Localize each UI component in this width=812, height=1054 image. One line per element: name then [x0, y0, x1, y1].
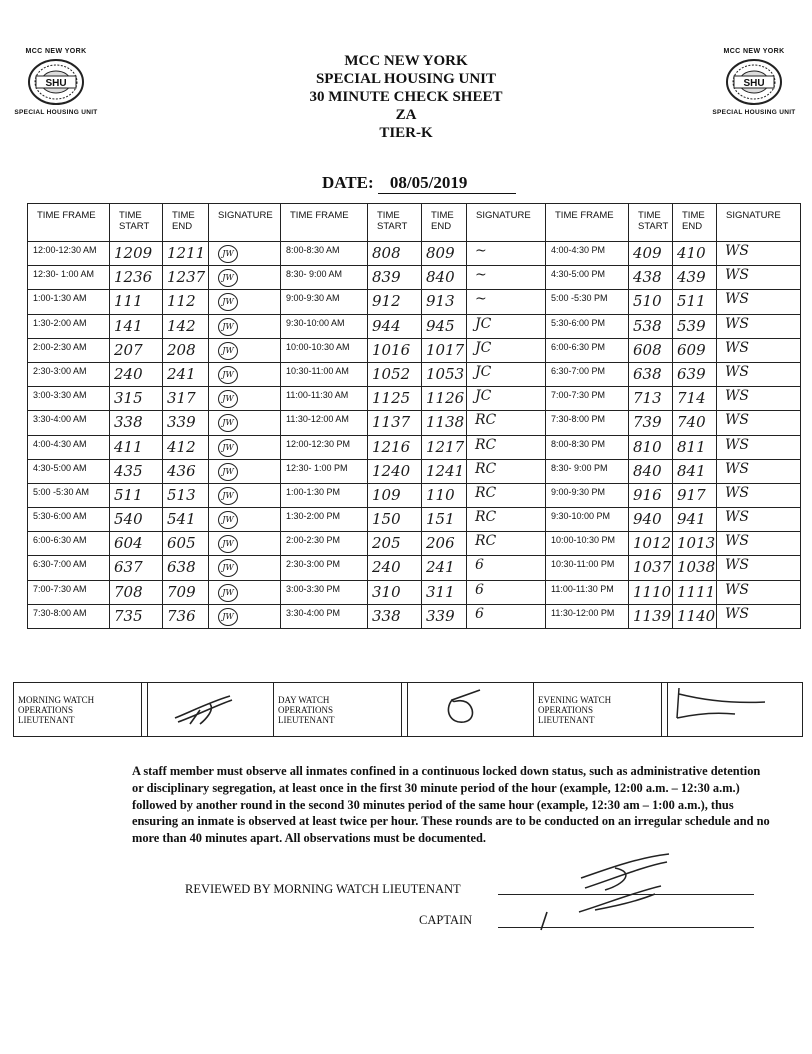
time-start-cell: 540: [110, 508, 163, 532]
time-end-cell: 1126: [422, 387, 467, 411]
column-header: TIME START: [629, 204, 673, 242]
time-start-cell: 111: [110, 290, 163, 314]
time-frame-cell: 12:30- 1:00 AM: [28, 266, 110, 290]
officer-initials: JW: [218, 559, 238, 577]
officer-initials: JW: [218, 293, 238, 311]
morning-lieutenant-signature: [170, 690, 240, 730]
time-end-cell: 740: [673, 411, 717, 435]
time-end-cell: 142: [163, 314, 209, 338]
time-start-cell: 1137: [368, 411, 422, 435]
table-row: [28, 266, 801, 290]
time-start-cell: 205: [368, 532, 422, 556]
column-header: TIME FRAME: [546, 204, 629, 242]
signature-cell: WS: [717, 483, 801, 507]
time-frame-cell: 2:30-3:00 AM: [28, 362, 110, 386]
time-frame-cell: 5:00 -5:30 AM: [28, 483, 110, 507]
time-end-cell: 1038: [673, 556, 717, 580]
logo-bottom-text: SPECIAL HOUSING UNIT: [14, 109, 98, 116]
time-start-cell: 150: [368, 508, 422, 532]
time-frame-cell: 10:30-11:00 PM: [546, 556, 629, 580]
signature-cell: WS: [717, 532, 801, 556]
time-start-cell: 608: [629, 338, 673, 362]
shu-logo-right: [706, 48, 802, 116]
signature-cell: [209, 266, 281, 290]
signature-cell: JC: [467, 314, 546, 338]
time-frame-cell: 4:30-5:00 PM: [546, 266, 629, 290]
time-frame-cell: 9:30-10:00 PM: [546, 508, 629, 532]
table-row: [28, 362, 801, 386]
column-header: TIME START: [110, 204, 163, 242]
signature-cell: [209, 508, 281, 532]
header-sheet-title: 30 MINUTE CHECK SHEET: [309, 89, 503, 105]
time-frame-cell: 4:00-4:30 PM: [546, 242, 629, 266]
time-frame-cell: 3:30-4:00 AM: [28, 411, 110, 435]
time-end-cell: 311: [422, 580, 467, 604]
time-start-cell: 808: [368, 242, 422, 266]
time-start-cell: 315: [110, 387, 163, 411]
time-start-cell: 511: [110, 483, 163, 507]
check-sheet-table: [27, 203, 801, 629]
time-frame-cell: 3:00-3:30 AM: [28, 387, 110, 411]
signature-cell: [209, 435, 281, 459]
time-start-cell: 916: [629, 483, 673, 507]
document-header: [256, 52, 556, 142]
time-start-cell: 638: [629, 362, 673, 386]
time-start-cell: 1110: [629, 580, 673, 604]
time-frame-cell: 4:00-4:30 AM: [28, 435, 110, 459]
signature-cell: JC: [467, 387, 546, 411]
time-frame-cell: 11:30-12:00 AM: [281, 411, 368, 435]
signature-cell: WS: [717, 362, 801, 386]
morning-watch-label: MORNING WATCH OPERATIONS LIEUTENANT: [14, 683, 142, 737]
time-start-cell: 1037: [629, 556, 673, 580]
signature-cell: WS: [717, 459, 801, 483]
time-start-cell: 840: [629, 459, 673, 483]
time-start-cell: 207: [110, 338, 163, 362]
shu-seal-icon: [724, 57, 784, 107]
table-row: [28, 604, 801, 628]
time-start-cell: 604: [110, 532, 163, 556]
time-start-cell: 1052: [368, 362, 422, 386]
time-end-cell: 539: [673, 314, 717, 338]
time-end-cell: 208: [163, 338, 209, 362]
time-frame-cell: 6:30-7:00 PM: [546, 362, 629, 386]
signature-cell: [209, 483, 281, 507]
table-row: [28, 459, 801, 483]
time-end-cell: 412: [163, 435, 209, 459]
time-frame-cell: 9:30-10:00 AM: [281, 314, 368, 338]
signature-cell: WS: [717, 580, 801, 604]
table-row: [28, 290, 801, 314]
time-frame-cell: 10:30-11:00 AM: [281, 362, 368, 386]
signature-cell: ~: [467, 242, 546, 266]
time-end-cell: 1241: [422, 459, 467, 483]
reviewed-by-label: REVIEWED BY MORNING WATCH LIEUTENANT: [185, 882, 461, 896]
time-end-cell: 736: [163, 604, 209, 628]
officer-initials: JW: [218, 487, 238, 505]
signature-cell: JC: [467, 338, 546, 362]
signature-cell: [209, 362, 281, 386]
time-end-cell: 840: [422, 266, 467, 290]
header-range: ZA: [395, 107, 417, 123]
captain-label: CAPTAIN: [419, 913, 473, 927]
header-facility: MCC NEW YORK: [344, 53, 468, 69]
time-end-cell: 714: [673, 387, 717, 411]
time-start-cell: 1012: [629, 532, 673, 556]
signature-cell: WS: [717, 314, 801, 338]
time-start-cell: 438: [629, 266, 673, 290]
column-header: TIME FRAME: [28, 204, 110, 242]
signature-cell: RC: [467, 532, 546, 556]
signature-cell: [209, 387, 281, 411]
time-end-cell: 541: [163, 508, 209, 532]
table-row: [28, 532, 801, 556]
officer-initials: JW: [218, 584, 238, 602]
time-end-cell: 811: [673, 435, 717, 459]
time-start-cell: 713: [629, 387, 673, 411]
time-start-cell: 708: [110, 580, 163, 604]
time-frame-cell: 11:00-11:30 PM: [546, 580, 629, 604]
column-header: TIME END: [163, 204, 209, 242]
time-start-cell: 435: [110, 459, 163, 483]
time-frame-cell: 10:00-10:30 AM: [281, 338, 368, 362]
time-start-cell: 409: [629, 242, 673, 266]
signature-cell: WS: [717, 266, 801, 290]
time-end-cell: 609: [673, 338, 717, 362]
signature-cell: ~: [467, 290, 546, 314]
time-end-cell: 513: [163, 483, 209, 507]
signature-cell: 6: [467, 556, 546, 580]
table-row: [28, 580, 801, 604]
time-end-cell: 917: [673, 483, 717, 507]
signature-cell: WS: [717, 556, 801, 580]
evening-lieutenant-signature: [665, 684, 775, 724]
time-start-cell: 240: [110, 362, 163, 386]
signature-cell: [209, 314, 281, 338]
time-frame-cell: 8:00-8:30 AM: [281, 242, 368, 266]
officer-initials: JW: [218, 439, 238, 457]
day-lieutenant-signature: [440, 686, 490, 728]
time-end-cell: 1237: [163, 266, 209, 290]
time-start-cell: 944: [368, 314, 422, 338]
signature-cell: [209, 242, 281, 266]
column-header: TIME FRAME: [281, 204, 368, 242]
time-start-cell: 310: [368, 580, 422, 604]
captain-initial-mark: [535, 910, 555, 932]
signature-cell: [209, 411, 281, 435]
column-header: SIGNATURE: [467, 204, 546, 242]
time-end-cell: 1211: [163, 242, 209, 266]
time-start-cell: 1016: [368, 338, 422, 362]
table-header-row: [28, 204, 801, 242]
shu-seal-icon: [26, 57, 86, 107]
time-frame-cell: 1:00-1:30 PM: [281, 483, 368, 507]
table-row: [28, 508, 801, 532]
time-frame-cell: 9:00-9:30 AM: [281, 290, 368, 314]
time-frame-cell: 3:00-3:30 PM: [281, 580, 368, 604]
column-header: TIME END: [673, 204, 717, 242]
officer-initials: JW: [218, 342, 238, 360]
signature-cell: WS: [717, 290, 801, 314]
time-start-cell: 1216: [368, 435, 422, 459]
officer-initials: JW: [218, 511, 238, 529]
time-frame-cell: 4:30-5:00 AM: [28, 459, 110, 483]
time-frame-cell: 7:30-8:00 AM: [28, 604, 110, 628]
time-frame-cell: 5:30-6:00 PM: [546, 314, 629, 338]
officer-initials: JW: [218, 414, 238, 432]
time-start-cell: 338: [368, 604, 422, 628]
time-frame-cell: 11:00-11:30 AM: [281, 387, 368, 411]
signature-cell: WS: [717, 411, 801, 435]
time-end-cell: 913: [422, 290, 467, 314]
column-header: SIGNATURE: [209, 204, 281, 242]
column-header: TIME START: [368, 204, 422, 242]
time-end-cell: 809: [422, 242, 467, 266]
officer-initials: JW: [218, 366, 238, 384]
signature-cell: WS: [717, 435, 801, 459]
signature-cell: 6: [467, 604, 546, 628]
time-end-cell: 206: [422, 532, 467, 556]
signature-cell: RC: [467, 483, 546, 507]
time-end-cell: 112: [163, 290, 209, 314]
shu-logo-left: [8, 48, 104, 116]
signature-cell: WS: [717, 508, 801, 532]
time-start-cell: 1240: [368, 459, 422, 483]
time-frame-cell: 7:30-8:00 PM: [546, 411, 629, 435]
captain-signature: [575, 882, 665, 922]
time-end-cell: 339: [163, 411, 209, 435]
signature-cell: WS: [717, 242, 801, 266]
time-frame-cell: 6:00-6:30 PM: [546, 338, 629, 362]
time-start-cell: 538: [629, 314, 673, 338]
time-frame-cell: 12:30- 1:00 PM: [281, 459, 368, 483]
policy-paragraph: A staff member must observe all inmates confined in a continuous locked down status, such as administrative detention or disciplinary segregation, at least once in the first 30 minute period of the hour (example, 12:00 a.m. – 12:30 a.m.) followed by another round in the second 30 minutes period of the same hour (example, 12:30 am – 1:00 a.m.), thus ensuring an inmate is observed at least twice per hour. These rounds are to be conducted on an irregular schedule and no more than 40 minutes apart. All observations must be documented.: [132, 764, 770, 846]
time-start-cell: 912: [368, 290, 422, 314]
logo-badge-text: SHU: [743, 78, 765, 89]
table-row: [28, 435, 801, 459]
time-frame-cell: 8:30- 9:00 AM: [281, 266, 368, 290]
time-frame-cell: 9:00-9:30 PM: [546, 483, 629, 507]
time-frame-cell: 7:00-7:30 AM: [28, 580, 110, 604]
signature-cell: RC: [467, 411, 546, 435]
time-start-cell: 109: [368, 483, 422, 507]
time-start-cell: 739: [629, 411, 673, 435]
date-label: DATE:: [322, 173, 374, 192]
logo-bottom-text: SPECIAL HOUSING UNIT: [712, 109, 796, 116]
time-end-cell: 110: [422, 483, 467, 507]
signature-cell: [209, 580, 281, 604]
date-line: [322, 173, 516, 194]
officer-initials: JW: [218, 245, 238, 263]
time-start-cell: 1209: [110, 242, 163, 266]
time-start-cell: 1236: [110, 266, 163, 290]
time-end-cell: 1017: [422, 338, 467, 362]
time-frame-cell: 8:30- 9:00 PM: [546, 459, 629, 483]
time-start-cell: 338: [110, 411, 163, 435]
column-header: TIME END: [422, 204, 467, 242]
time-end-cell: 241: [163, 362, 209, 386]
header-unit: SPECIAL HOUSING UNIT: [315, 71, 497, 87]
time-end-cell: 317: [163, 387, 209, 411]
table-row: [28, 314, 801, 338]
officer-initials: JW: [218, 318, 238, 336]
time-start-cell: 839: [368, 266, 422, 290]
date-value: 08/05/2019: [378, 173, 516, 194]
time-end-cell: 1140: [673, 604, 717, 628]
time-end-cell: 339: [422, 604, 467, 628]
officer-initials: JW: [218, 463, 238, 481]
day-watch-label: DAY WATCH OPERATIONS LIEUTENANT: [274, 683, 402, 737]
signature-cell: [209, 459, 281, 483]
table-row: [28, 483, 801, 507]
time-frame-cell: 1:30-2:00 AM: [28, 314, 110, 338]
table-row: [28, 338, 801, 362]
time-frame-cell: 2:00-2:30 AM: [28, 338, 110, 362]
time-start-cell: 810: [629, 435, 673, 459]
time-end-cell: 1013: [673, 532, 717, 556]
table-row: [28, 556, 801, 580]
signature-cell: RC: [467, 508, 546, 532]
signature-cell: RC: [467, 459, 546, 483]
time-end-cell: 410: [673, 242, 717, 266]
time-start-cell: 735: [110, 604, 163, 628]
time-frame-cell: 5:30-6:00 AM: [28, 508, 110, 532]
time-frame-cell: 1:00-1:30 AM: [28, 290, 110, 314]
time-end-cell: 1217: [422, 435, 467, 459]
time-frame-cell: 6:00-6:30 AM: [28, 532, 110, 556]
time-start-cell: 141: [110, 314, 163, 338]
time-end-cell: 841: [673, 459, 717, 483]
signature-cell: WS: [717, 338, 801, 362]
time-end-cell: 945: [422, 314, 467, 338]
time-end-cell: 605: [163, 532, 209, 556]
signature-cell: 6: [467, 580, 546, 604]
time-frame-cell: 10:00-10:30 PM: [546, 532, 629, 556]
signature-cell: WS: [717, 604, 801, 628]
time-frame-cell: 6:30-7:00 AM: [28, 556, 110, 580]
time-end-cell: 1053: [422, 362, 467, 386]
logo-top-text: MCC NEW YORK: [25, 48, 87, 55]
table-row: [28, 242, 801, 266]
table-row: [28, 387, 801, 411]
time-frame-cell: 12:00-12:30 PM: [281, 435, 368, 459]
signature-cell: [209, 290, 281, 314]
signature-cell: [209, 556, 281, 580]
time-start-cell: 1139: [629, 604, 673, 628]
time-frame-cell: 12:00-12:30 AM: [28, 242, 110, 266]
logo-badge-text: SHU: [45, 78, 67, 89]
time-frame-cell: 2:00-2:30 PM: [281, 532, 368, 556]
time-frame-cell: 2:30-3:00 PM: [281, 556, 368, 580]
table-row: [28, 411, 801, 435]
time-frame-cell: 8:00-8:30 PM: [546, 435, 629, 459]
logo-top-text: MCC NEW YORK: [723, 48, 785, 55]
officer-initials: JW: [218, 390, 238, 408]
signature-cell: ~: [467, 266, 546, 290]
time-end-cell: 1111: [673, 580, 717, 604]
evening-watch-label: EVENING WATCH OPERATIONS LIEUTENANT: [534, 683, 662, 737]
time-frame-cell: 11:30-12:00 PM: [546, 604, 629, 628]
time-start-cell: 411: [110, 435, 163, 459]
officer-initials: JW: [218, 269, 238, 287]
time-end-cell: 439: [673, 266, 717, 290]
signature-cell: RC: [467, 435, 546, 459]
time-end-cell: 638: [163, 556, 209, 580]
signature-cell: WS: [717, 387, 801, 411]
time-end-cell: 709: [163, 580, 209, 604]
time-end-cell: 941: [673, 508, 717, 532]
signature-cell: [209, 338, 281, 362]
time-start-cell: 637: [110, 556, 163, 580]
time-end-cell: 151: [422, 508, 467, 532]
time-end-cell: 1138: [422, 411, 467, 435]
time-frame-cell: 7:00-7:30 PM: [546, 387, 629, 411]
officer-initials: JW: [218, 608, 238, 626]
time-start-cell: 1125: [368, 387, 422, 411]
column-header: SIGNATURE: [717, 204, 801, 242]
time-start-cell: 510: [629, 290, 673, 314]
signature-cell: JC: [467, 362, 546, 386]
time-frame-cell: 1:30-2:00 PM: [281, 508, 368, 532]
time-frame-cell: 3:30-4:00 PM: [281, 604, 368, 628]
signature-cell: [209, 532, 281, 556]
time-frame-cell: 5:00 -5:30 PM: [546, 290, 629, 314]
time-end-cell: 639: [673, 362, 717, 386]
time-end-cell: 436: [163, 459, 209, 483]
time-end-cell: 511: [673, 290, 717, 314]
signature-cell: [209, 604, 281, 628]
time-end-cell: 241: [422, 556, 467, 580]
officer-initials: JW: [218, 535, 238, 553]
header-tier: TIER-K: [379, 125, 433, 141]
time-start-cell: 240: [368, 556, 422, 580]
time-start-cell: 940: [629, 508, 673, 532]
